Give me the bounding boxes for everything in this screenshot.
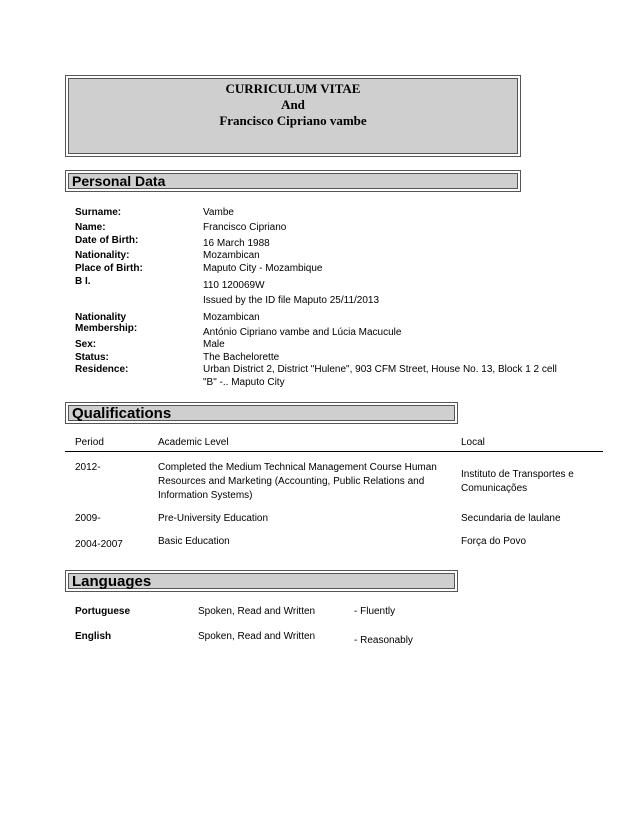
section-title: Qualifications <box>72 405 172 422</box>
dob-value: 16 March 1988 <box>203 238 270 249</box>
residence-label: Residence: <box>75 364 129 375</box>
row1-level: Completed the Medium Technical Management Course Human Resources and Marketing (Accounting, Public Relations and Information Systems) <box>158 462 437 501</box>
row1-local: Instituto de Transportes e Comunicações <box>461 469 574 494</box>
portuguese-skills: Spoken, Read and Written <box>198 606 316 617</box>
residence-line2: "B" -.. Maputo City <box>203 377 285 388</box>
place-of-birth-value: Maputo City - Mozambique <box>203 263 323 274</box>
bi-number: 110 120069W <box>203 280 265 291</box>
english-skills: Spoken, Read and Written <box>198 631 316 642</box>
row3-period: 2004-2007 <box>75 539 123 550</box>
status-value: The Bachelorette <box>203 352 280 363</box>
nationality-value: Mozambican <box>203 250 260 261</box>
membership-value: António Cipriano vambe and Lúcia Macucule <box>203 327 402 338</box>
cv-title-and: And <box>281 97 305 112</box>
cv-title-box <box>65 75 521 157</box>
english-level: - Reasonably <box>354 635 413 646</box>
status-label: Status: <box>75 352 109 363</box>
sex-label: Sex: <box>75 339 97 350</box>
personal-data-header <box>65 170 521 192</box>
bi-issued: Issued by the ID file Maputo 25/11/2013 <box>203 295 380 306</box>
language-portuguese: Portuguese <box>75 606 131 617</box>
languages-header <box>65 570 458 592</box>
row2-level: Pre-University Education <box>158 513 269 524</box>
sex-value: Male <box>203 339 225 350</box>
row1-period: 2012- <box>75 462 101 473</box>
place-of-birth-label: Place of Birth: <box>75 263 143 274</box>
surname-value: Vambe <box>203 207 234 218</box>
row2-period: 2009- <box>75 513 101 524</box>
dob-label: Date of Birth: <box>75 235 139 246</box>
language-english: English <box>75 631 112 642</box>
table-header-rule <box>65 451 603 452</box>
name-label: Name: <box>75 222 106 233</box>
name-value: Francisco Cipriano <box>203 222 287 233</box>
membership-label: Membership: <box>75 323 138 334</box>
section-title: Personal Data <box>72 173 166 189</box>
residence-line1: Urban District 2, District "Hulene", 903 CFM Street, House No. 13, Block 1 2 cell <box>203 364 557 375</box>
bi-label: B I. <box>75 276 91 287</box>
col-local-header: Local <box>461 437 485 448</box>
row3-local: Força do Povo <box>461 536 527 547</box>
portuguese-level: - Fluently <box>354 606 396 617</box>
section-title: Languages <box>72 573 152 590</box>
nationality-label: Nationality: <box>75 250 130 261</box>
cv-title: CURRICULUM VITAE <box>225 81 361 96</box>
cv-owner-name: Francisco Cipriano vambe <box>219 113 367 128</box>
qualifications-header <box>65 402 458 424</box>
nationality2-label: Nationality <box>75 312 127 323</box>
col-level-header: Academic Level <box>158 437 229 448</box>
row2-local: Secundaria de laulane <box>461 513 561 524</box>
row3-level: Basic Education <box>158 536 230 547</box>
surname-label: Surname: <box>75 207 122 218</box>
col-period-header: Period <box>75 437 104 448</box>
nationality2-value: Mozambican <box>203 312 260 323</box>
